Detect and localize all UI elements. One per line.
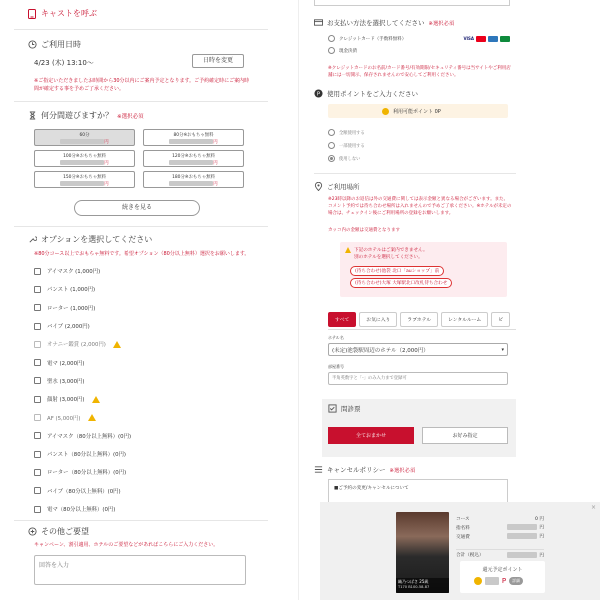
price-mask (507, 552, 537, 558)
request-input[interactable] (34, 555, 246, 585)
price-unit: 円 (213, 161, 218, 166)
duration-option[interactable] (143, 150, 244, 167)
option-checkbox[interactable] (34, 359, 41, 366)
cancel-policy-header (314, 465, 516, 474)
place-tab[interactable]: ビ (491, 312, 510, 327)
option-item[interactable] (34, 317, 254, 335)
list-icon (314, 465, 323, 474)
amex-icon (488, 36, 498, 42)
svg-text:P: P (316, 91, 321, 98)
radio[interactable] (328, 47, 335, 54)
option-item[interactable] (34, 372, 254, 390)
cast-title: キャストを呼ぶ (41, 9, 97, 18)
option-checkbox[interactable] (34, 377, 41, 384)
coin-icon (382, 108, 389, 115)
cast-caption (396, 578, 449, 593)
cast-header (28, 8, 254, 19)
points-radio-option[interactable] (328, 152, 516, 165)
duration-label: 80分※おもちゃ無料 (173, 133, 214, 138)
warning-icon (345, 247, 351, 253)
price-mask (60, 181, 104, 186)
radio[interactable] (328, 142, 335, 149)
divider (14, 29, 268, 30)
request-note: キャンペーン、割引適用、ホテルのご要望などがあればこちらにご入力ください。 (34, 542, 219, 549)
transport-caption: カッコ内の金額は交通費となります (328, 228, 400, 233)
inquiry-header (328, 404, 516, 413)
inquiry-panel (322, 399, 516, 457)
date-value: 4/23 (木) 13:10〜 (34, 59, 94, 67)
price-mask (169, 181, 213, 186)
option-label: アイマスク (1,000円) (47, 269, 101, 276)
price-row (456, 549, 544, 558)
divider (14, 226, 268, 227)
points-reward-label: 還元予定ポイント (482, 567, 523, 573)
blocked-hotel-pill: (待ち合わせ)池袋 北口「auショップ」前 (350, 266, 444, 276)
wrench-icon (28, 235, 37, 244)
price-mask (60, 160, 104, 165)
place-note: ※23時以降のお返信は外の交通費に関しては表示金額と異なる場合がございます。また、コメント予約では待ち合わせ場所は入れませんので予めご了承ください。※ホテルが未定の場合は、チェックイン後にご利用場所の登録をお願いします。 (328, 197, 512, 216)
date-section-header (28, 39, 254, 50)
plus-circle-icon (28, 527, 37, 536)
duration-option[interactable] (34, 129, 135, 146)
room-input[interactable] (328, 372, 508, 385)
option-label: パンスト (1,000円) (47, 287, 96, 294)
duration-option[interactable] (34, 150, 135, 167)
card-icon (314, 18, 323, 27)
place-title: ご利用場所 (327, 183, 360, 191)
duration-label: 120分※おもちゃ無料 (172, 154, 215, 159)
cast-size: T170 B100-58-87 (398, 585, 430, 589)
location-pin-icon (314, 182, 323, 191)
required-label: ※選択必須 (389, 467, 416, 474)
point-icon (314, 89, 323, 98)
payment-option-card[interactable] (328, 35, 516, 42)
duration-option[interactable] (34, 171, 135, 188)
hotel-warning-box (340, 242, 507, 297)
price-row-value: 円 (539, 553, 544, 559)
blocked-hotel-pill: (待ち合わせ)大塚 大塚駅北口改札待ち合わせ (350, 278, 452, 288)
option-checkbox[interactable] (34, 304, 41, 311)
preference-button[interactable]: お好み指定 (422, 427, 508, 444)
place-tab[interactable]: ラブホテル (400, 312, 438, 327)
points-radio-group (328, 126, 516, 165)
column-divider (298, 0, 299, 600)
warning-line: 別のホテルを選択してください。 (354, 255, 423, 260)
option-label: ローター (1,000円) (47, 305, 96, 312)
price-row (456, 523, 544, 532)
checklist-icon (328, 404, 337, 413)
option-item[interactable] (34, 408, 254, 426)
chevron-down-icon: ▾ (501, 346, 504, 353)
required-label: ※選択必須 (117, 113, 144, 120)
request-section-title: その他ご要望 (41, 527, 89, 537)
price-rows (456, 514, 544, 558)
option-item[interactable] (34, 500, 254, 518)
option-item[interactable] (34, 353, 254, 371)
option-checkbox[interactable] (34, 487, 41, 494)
price-mask (169, 139, 213, 144)
options-note: ※80分コース以上でおもちゃ無料です。希望オプション（80分以上無料）選択をお願いします。 (34, 251, 250, 257)
option-item[interactable] (34, 445, 254, 463)
phone-icon (28, 9, 36, 19)
divider (328, 329, 516, 330)
option-checkbox[interactable] (34, 323, 41, 330)
price-row-label: コース (456, 516, 470, 522)
option-label: バイブ (2,000円) (47, 324, 90, 331)
price-unit: 円 (104, 161, 109, 166)
coin-icon (474, 577, 482, 585)
points-mask (485, 577, 499, 585)
points-radio-option[interactable] (328, 139, 516, 152)
points-unit: P (501, 577, 507, 585)
request-section-header (28, 526, 254, 537)
option-label: AF (5,000円) (47, 415, 81, 422)
hotel-select[interactable] (328, 343, 508, 356)
option-checkbox[interactable] (34, 414, 41, 421)
date-section-title: ご利用日時 (41, 40, 81, 49)
order-summary-panel (320, 502, 600, 600)
option-label: ローター（80分以上無料）(0円) (47, 470, 127, 477)
hourglass-icon (28, 111, 37, 120)
duration-label: 100分※おもちゃ無料 (63, 154, 106, 159)
points-radio-label: 一部使用する (339, 143, 365, 149)
inquiry-title: 問診票 (341, 405, 361, 413)
payment-option-label: クレジットカード（手数料無料） (339, 36, 407, 42)
price-mask (169, 160, 213, 165)
card-brands (463, 36, 510, 42)
price-mask (507, 533, 537, 539)
available-points-label: 利用可能ポイント 0P (393, 108, 441, 115)
duration-section-title: 何分間遊びますか？ (41, 111, 113, 120)
close-icon[interactable]: × (590, 504, 596, 511)
required-label: ※選択必須 (428, 20, 455, 27)
warning-icon (113, 341, 121, 348)
option-item[interactable] (34, 463, 254, 481)
place-tab[interactable]: すべて (328, 312, 356, 327)
divider (314, 173, 516, 174)
options-section-header (28, 234, 254, 245)
points-radio-label: 全額使用する (339, 130, 365, 136)
date-note: ※ご指定いただきましたお時間から30分以内にご案内予定となります。ご予約確定時にご案内時間が確定する事を予めご了承ください。 (34, 78, 250, 92)
option-item[interactable] (34, 482, 254, 500)
all-omakase-button[interactable]: 全ておまかせ (328, 427, 414, 444)
cast-photo[interactable] (396, 512, 449, 593)
jcb-icon (500, 36, 510, 42)
option-item[interactable] (34, 335, 254, 353)
option-checkbox[interactable] (34, 451, 41, 458)
option-item[interactable] (34, 299, 254, 317)
radio[interactable] (328, 129, 335, 136)
price-unit: 円 (104, 140, 109, 145)
left-column (0, 0, 268, 600)
options-section-title: オプションを選択してください (41, 235, 153, 244)
option-checkbox[interactable] (34, 396, 41, 403)
option-label: 電マ (2,000円) (47, 360, 85, 367)
points-radio-option[interactable] (328, 126, 516, 139)
duration-label: 60分 (79, 133, 90, 138)
payment-header (314, 18, 516, 27)
option-label: 電マ（80分以上無料）(0円) (47, 507, 116, 513)
option-item[interactable] (34, 280, 254, 298)
option-checkbox[interactable] (34, 341, 41, 348)
price-row (456, 532, 544, 541)
duration-label: 150分※おもちゃ無料 (63, 175, 106, 180)
duration-option[interactable] (143, 171, 244, 188)
payment-note: ※クレジットカードのお名前/カード番号/有効期限/セキュリティ番号は当サイトやご利用店舗には一切開示、保存されませんので安心してご利用ください。 (328, 66, 511, 78)
price-row-value: 円 (539, 534, 544, 540)
duration-label: 180分※おもちゃ無料 (172, 175, 215, 180)
option-checkbox[interactable] (34, 469, 41, 476)
visa-logo: VISA (463, 35, 474, 41)
place-tabs (328, 312, 516, 327)
points-title: 使用ポイントをご入力ください (327, 90, 418, 98)
cancel-policy-title: キャンセルポリシー (327, 466, 386, 474)
detail-badge[interactable]: 詳細 (509, 577, 523, 585)
price-row-label: 指名料 (456, 525, 470, 531)
option-checkbox[interactable] (34, 268, 41, 275)
divider (14, 101, 268, 102)
price-row-value: 円 (539, 525, 544, 531)
cast-name: 織乃つばさ 25歳 (398, 579, 429, 584)
price-row-label: 合計（税込） (456, 553, 484, 558)
warning-icon (92, 396, 100, 403)
mastercard-icon (476, 36, 486, 42)
payment-title: お支払い方法を選択してください (327, 19, 425, 27)
divider (14, 520, 268, 521)
points-reward-box (460, 561, 545, 593)
option-label: 顔射 (3,000円) (47, 397, 85, 404)
scroll-top-box (314, 0, 510, 6)
price-mask (60, 139, 104, 144)
points-radio-label: 使用しない (339, 156, 361, 162)
warning-icon (88, 414, 96, 421)
option-item[interactable] (34, 390, 254, 408)
place-tab[interactable]: レンタルルーム (441, 312, 488, 327)
price-row (456, 514, 544, 523)
room-label: 部屋番号 (328, 364, 344, 369)
clock-icon (28, 40, 37, 49)
option-item[interactable] (34, 262, 254, 280)
hotel-select-value: (未定)池袋駅周辺のホテル（2,000円） (332, 347, 429, 354)
radio[interactable] (328, 155, 335, 162)
radio[interactable] (328, 35, 335, 42)
option-list (28, 262, 254, 518)
points-header (314, 89, 516, 98)
available-points-box (328, 104, 508, 118)
duration-options (34, 129, 254, 188)
option-label: パンスト（80分以上無料）(0円) (47, 452, 127, 459)
price-unit: 円 (104, 182, 109, 187)
place-tab[interactable]: お気に入り (359, 312, 397, 327)
duration-section-header (28, 110, 254, 121)
price-unit: 円 (213, 140, 218, 145)
price-unit: 円 (213, 182, 218, 187)
cancel-policy-text: ■ご予約の変更/キャンセルについて (334, 486, 409, 491)
price-row-label: 交通費 (456, 534, 470, 540)
option-checkbox[interactable] (34, 506, 41, 513)
place-header (314, 182, 516, 191)
option-label: アイマスク（80分以上無料）(0円) (47, 433, 132, 440)
price-row-value: 0 円 (535, 516, 544, 522)
duration-option[interactable] (143, 129, 244, 146)
payment-option-cash[interactable] (328, 47, 516, 54)
warning-line: 下記のホテルはご案内できません。 (354, 248, 428, 253)
option-label: オナニー鑑賞 (2,000円) (47, 342, 106, 349)
option-checkbox[interactable] (34, 432, 41, 439)
option-label: 聖水 (3,000円) (47, 378, 85, 385)
option-checkbox[interactable] (34, 286, 41, 293)
price-mask (507, 524, 537, 530)
option-item[interactable] (34, 427, 254, 445)
payment-option-label: 現金決済 (339, 48, 357, 54)
change-date-button[interactable]: 日時を変更 (192, 54, 244, 68)
option-label: バイブ（80分以上無料）(0円) (47, 488, 121, 495)
show-more-button[interactable]: 続きを見る (74, 200, 200, 216)
hotel-label: ホテル名 (328, 335, 344, 340)
